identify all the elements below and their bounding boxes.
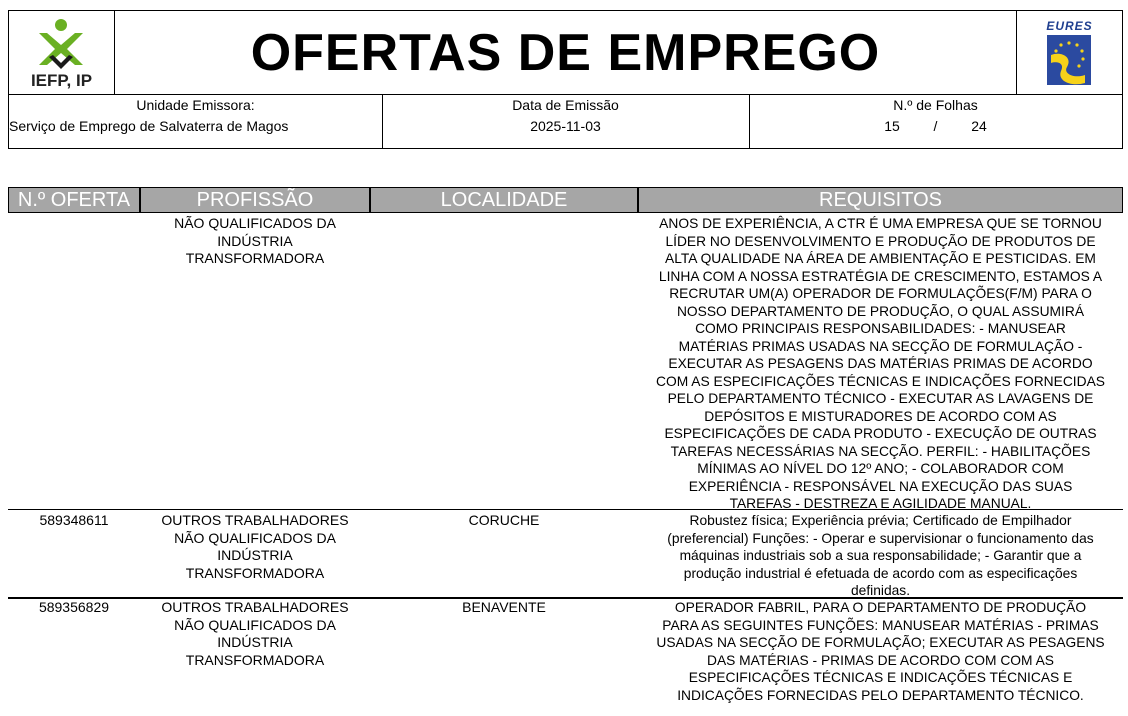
- sheet-total: 24: [971, 118, 987, 134]
- column-header-offer-number: N.º OFERTA: [8, 187, 140, 213]
- eures-logo: [1016, 11, 1122, 94]
- document-header: [8, 10, 1123, 95]
- cell-profession: OUTROS TRABALHADORES NÃO QUALIFICADOS DA INDÚSTRIA TRANSFORMADORA: [161, 599, 349, 668]
- cell-location: CORUCHE: [468, 512, 540, 528]
- sheet-count-value: [749, 118, 1122, 134]
- iefp-logo: [9, 11, 115, 94]
- cell-profession: OUTROS TRABALHADORES NÃO QUALIFICADOS DA INDÚSTRIA TRANSFORMADORA: [161, 512, 349, 581]
- issuing-unit-label: Unidade Emissora:: [136, 97, 255, 113]
- cell-requirements: Robustez física; Experiência prévia; Certificado de Empilhador (preferencial) Funções: - Operar e supervisionar o funcionamento das máquinas industriais sob a sua responsabilidade; - Garantir que a produção industrial é efetuada de acordo com as especificações definidas.: [667, 513, 1094, 598]
- iefp-logo-text: IEFP, IP: [30, 71, 93, 90]
- cell-requirements: OPERADOR FABRIL, PARA O DEPARTAMENTO DE PRODUÇÃO PARA AS SEGUINTES FUNÇÕES: MANUSEAR MATÉRIAS - PRIMAS USADAS NA SECÇÃO DE FORMULAÇÃO; EXECUTAR AS PESAGENS DAS MATÉRIAS - PRIMAS DE ACORDO COM COM AS ESPECIFICAÇÕES TÉCNICAS E INDICAÇÕES TÉCNICAS E INDICAÇÕES FORNECIDAS PELO DEPARTAMENTO TÉCNICO.: [656, 600, 1105, 703]
- cell-offer-number: 589356829: [38, 599, 110, 615]
- sheet-count: [749, 95, 1122, 148]
- issue-date-label: Data de Emissão: [512, 97, 619, 113]
- cell-profession: NÃO QUALIFICADOS DA INDÚSTRIA TRANSFORMADORA: [174, 215, 336, 266]
- eures-flag-icon: [1017, 11, 1122, 94]
- page-title: OFERTAS DE EMPREGO: [250, 23, 881, 82]
- issue-date-value: 2025-11-03: [530, 118, 601, 134]
- sheet-current: 15: [884, 118, 900, 134]
- cell-location: BENAVENTE: [462, 599, 546, 615]
- cell-requirements: ANOS DE EXPERIÊNCIA, A CTR É UMA EMPRESA QUE SE TORNOU LÍDER NO DESENVOLVIMENTO E PRODUÇÃO DE PRODUTOS DE ALTA QUALIDADE NA ÁREA DE AMBIENTAÇÃO E PESTICIDAS. EM LINHA COM A NOSSA ESTRATÉGIA DE CRESCIMENTO, ESTAMOS A RECRUTAR UM(A) OPERADOR DE FORMULAÇÕES(F/M) PARA O NOSSO DEPARTAMENTO DE PRODUÇÃO, O QUAL ASSUMIRÁ COMO PRINCIPAIS RESPONSABILIDADES: - MANUSEAR MATÉRIAS PRIMAS USADAS NA SECÇÃO DE FORMULAÇÃO - EXECUTAR AS PESAGENS DAS MATÉRIAS PRIMAS DE ACORDO COM AS ESPECIFICAÇÕES TÉCNICAS E INDICAÇÕES FORNECIDAS PELO DEPARTAMENTO TÉCNICO - EXECUTAR AS LAVAGENS DE DEPÓSITOS E MISTURADORES DE ACORDO COM AS ESPECIFICAÇÕES DE CADA PRODUTO - EXECUÇÃO DE OUTRAS TAREFAS NECESSÁRIAS NA SECÇÃO. PERFIL: - HABILITAÇÕES MÍNIMAS AO NÍVEL DO 12º ANO; - COLABORADOR COM EXPERIÊNCIA - RESPONSÁVEL NA EXECUÇÃO DAS SUAS TAREFAS - DESTREZA E AGILIDADE MANUAL.: [656, 216, 1105, 511]
- issue-date: [382, 95, 750, 148]
- column-header-requirements: REQUISITOS: [638, 187, 1123, 213]
- eures-logo-text: EURES: [1046, 19, 1093, 33]
- document-meta: [8, 94, 1123, 149]
- row-divider: [8, 509, 1123, 510]
- issuing-unit: [9, 95, 383, 148]
- column-header-profession: PROFISSÃO: [140, 187, 370, 213]
- sheet-count-label: N.º de Folhas: [893, 97, 978, 113]
- column-header-location: LOCALIDADE: [370, 187, 638, 213]
- issuing-unit-value: Serviço de Emprego de Salvaterra de Magos: [9, 118, 289, 134]
- sheet-separator: /: [933, 118, 938, 134]
- cell-offer-number: 589348611: [39, 512, 109, 528]
- table-header: [8, 187, 1123, 213]
